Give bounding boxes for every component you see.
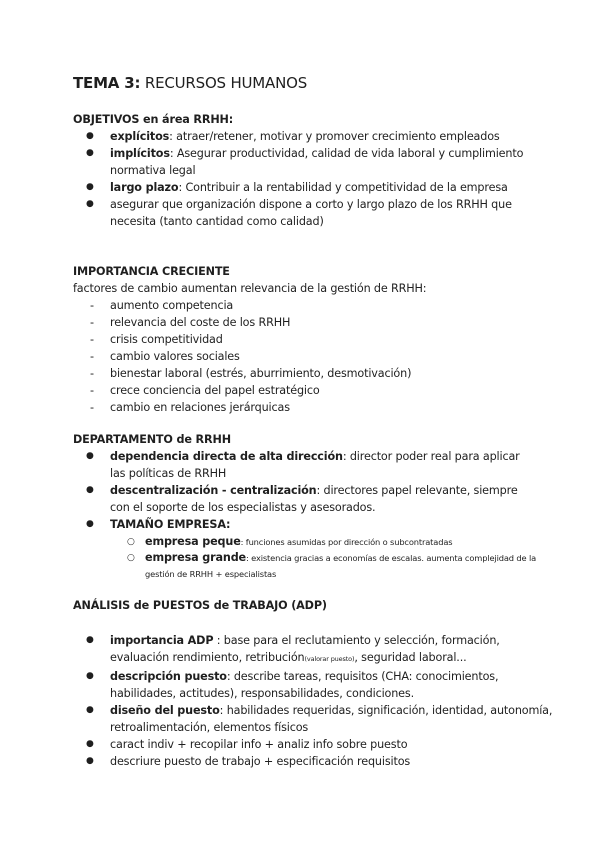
list-item xyxy=(73,482,560,516)
departamento-list xyxy=(73,448,560,582)
title-number: TEMA 3: xyxy=(73,74,141,92)
item-term: diseño del puesto xyxy=(110,704,220,717)
adp-list xyxy=(73,632,560,770)
section-adp xyxy=(73,597,560,770)
list-item: - crece conciencia del papel estratégico xyxy=(73,382,560,399)
item-term: implícitos xyxy=(110,147,170,160)
list-item xyxy=(73,128,560,145)
item-note: (valorar puesto) xyxy=(304,655,355,663)
list-item xyxy=(73,196,560,230)
list-item xyxy=(73,702,560,736)
list-item: - cambio valores sociales xyxy=(73,348,560,365)
list-item: - bienestar laboral (estrés, aburrimiento, desmotivación) xyxy=(73,365,560,382)
item-text: : Asegurar productividad, calidad de vida laboral y cumplimiento normativa legal xyxy=(110,147,524,177)
item-text-end: , seguridad laboral... xyxy=(354,651,467,664)
item-text: : habilidades requeridas, significación, identidad, autonomía, retroalimentación, elementos físicos xyxy=(110,704,553,734)
item-term: explícitos xyxy=(110,130,170,143)
item-term: TAMAÑO EMPRESA: xyxy=(110,518,231,531)
importancia-list xyxy=(73,297,560,416)
item-term: descentralización - centralización xyxy=(110,484,317,497)
list-item: - aumento competencia xyxy=(73,297,560,314)
item-term: dependencia directa de alta dirección xyxy=(110,450,343,463)
list-item: - crisis competitividad xyxy=(73,331,560,348)
item-text: : base para el reclutamiento y selección, formación, evaluación rendimiento, retribución xyxy=(110,634,500,664)
item-text: : describe tareas, requisitos (CHA: conocimientos, habilidades, actitudes), responsabilidades, condiciones. xyxy=(110,670,499,700)
objetivos-list xyxy=(73,128,560,230)
section-heading: DEPARTAMENTO de RRHH xyxy=(73,433,231,446)
list-item xyxy=(73,668,560,702)
list-item: - cambio en relaciones jerárquicas xyxy=(73,399,560,416)
section-heading: IMPORTANCIA CRECIENTE xyxy=(73,265,230,278)
list-item xyxy=(73,179,560,196)
list-item xyxy=(73,145,560,179)
item-text: descriure puesto de trabajo + especificación requisitos xyxy=(110,755,411,768)
list-item xyxy=(73,516,560,582)
section-intro: factores de cambio aumentan relevancia de la gestión de RRHH: xyxy=(73,282,427,295)
item-term: descripción puesto xyxy=(110,670,227,683)
spacer xyxy=(73,614,560,632)
page-title xyxy=(73,74,307,92)
item-text: : director poder real para aplicar las políticas de RRHH xyxy=(110,450,520,480)
item-term: empresa grande xyxy=(145,551,246,564)
tamano-sublist xyxy=(110,534,560,582)
title-text: RECURSOS HUMANOS xyxy=(140,74,308,92)
item-term: importancia ADP xyxy=(110,634,214,647)
list-item xyxy=(73,753,560,770)
item-text: : directores papel relevante, siempre con el soporte de los especialistas y asesorados. xyxy=(110,484,518,514)
list-item xyxy=(73,736,560,753)
section-heading: ANÁLISIS de PUESTOS de TRABAJO (ADP) xyxy=(73,599,327,612)
list-item xyxy=(73,448,560,482)
section-departamento xyxy=(73,431,560,582)
sublist-item xyxy=(110,550,560,582)
section-objetivos xyxy=(73,111,560,230)
item-text: : atraer/retener, motivar y promover crecimiento empleados xyxy=(169,130,500,143)
item-text: caract indiv + recopilar info + analiz info sobre puesto xyxy=(110,738,408,751)
section-importancia xyxy=(73,263,560,416)
item-text: asegurar que organización dispone a corto y largo plazo de los RRHH que necesita (tanto cantidad como calidad) xyxy=(110,198,512,228)
item-text: : Contribuir a la rentabilidad y competitividad de la empresa xyxy=(178,181,508,194)
list-item xyxy=(73,632,560,668)
sublist-item xyxy=(110,534,560,550)
section-heading: OBJETIVOS en área RRHH: xyxy=(73,113,234,126)
item-text: : funciones asumidas por dirección o subcontratadas xyxy=(240,537,453,547)
list-item: - relevancia del coste de los RRHH xyxy=(73,314,560,331)
item-term: empresa peque xyxy=(145,535,241,548)
item-text: : existencia gracias a economías de escalas. aumenta complejidad de la gestión de RRHH + especialistas xyxy=(145,553,537,579)
item-term: largo plazo xyxy=(110,181,179,194)
